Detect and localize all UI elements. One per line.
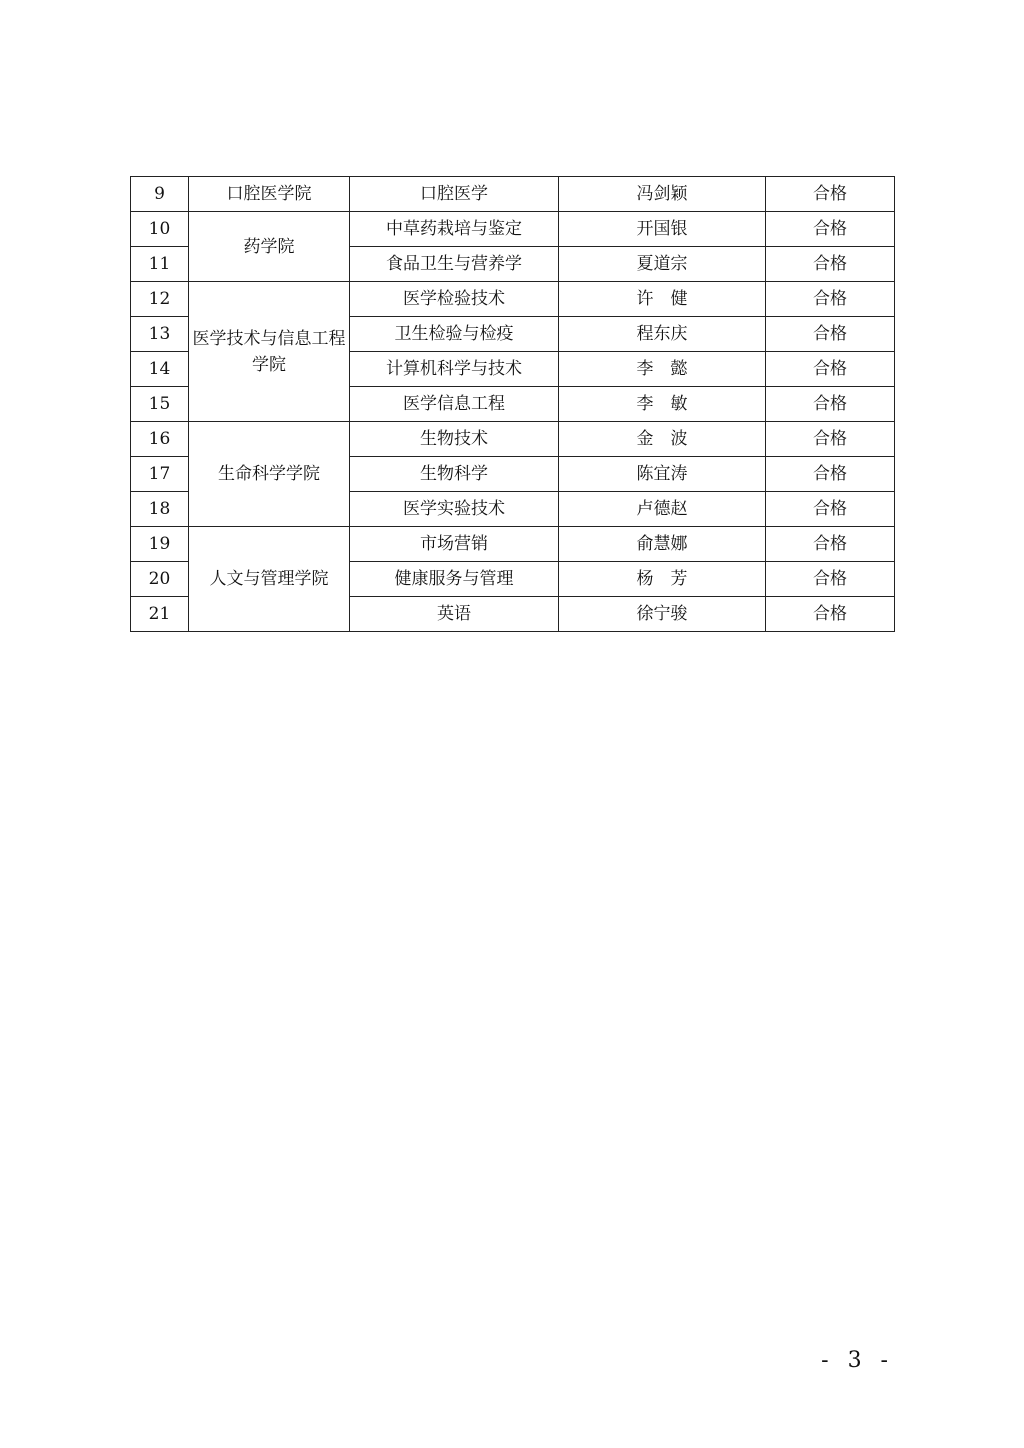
page-number: - 3 - <box>821 1348 894 1373</box>
result-cell: 合格 <box>766 387 895 422</box>
name-cell: 李 懿 <box>559 352 766 387</box>
name-cell: 俞慧娜 <box>559 527 766 562</box>
major-cell: 英语 <box>350 597 559 632</box>
name-cell: 许 健 <box>559 282 766 317</box>
result-cell: 合格 <box>766 422 895 457</box>
table-row <box>131 177 895 212</box>
table-row <box>131 212 895 247</box>
major-cell: 市场营销 <box>350 527 559 562</box>
result-cell: 合格 <box>766 352 895 387</box>
college-cell: 生命科学学院 <box>189 422 350 527</box>
major-cell: 医学信息工程 <box>350 387 559 422</box>
row-number-cell: 14 <box>131 352 189 387</box>
result-cell: 合格 <box>766 212 895 247</box>
name-cell: 冯剑颖 <box>559 177 766 212</box>
row-number-cell: 17 <box>131 457 189 492</box>
row-number-cell: 21 <box>131 597 189 632</box>
major-cell: 健康服务与管理 <box>350 562 559 597</box>
result-cell: 合格 <box>766 527 895 562</box>
result-cell: 合格 <box>766 597 895 632</box>
table-row <box>131 527 895 562</box>
row-number-cell: 13 <box>131 317 189 352</box>
major-cell: 生物科学 <box>350 457 559 492</box>
results-table <box>130 176 895 632</box>
row-number-cell: 12 <box>131 282 189 317</box>
major-cell: 卫生检验与检疫 <box>350 317 559 352</box>
name-cell: 金 波 <box>559 422 766 457</box>
major-cell: 中草药栽培与鉴定 <box>350 212 559 247</box>
name-cell: 李 敏 <box>559 387 766 422</box>
name-cell: 夏道宗 <box>559 247 766 282</box>
results-table-body <box>131 177 895 632</box>
row-number-cell: 11 <box>131 247 189 282</box>
result-cell: 合格 <box>766 177 895 212</box>
result-cell: 合格 <box>766 457 895 492</box>
major-cell: 医学检验技术 <box>350 282 559 317</box>
major-cell: 生物技术 <box>350 422 559 457</box>
result-cell: 合格 <box>766 492 895 527</box>
name-cell: 陈宜涛 <box>559 457 766 492</box>
name-cell: 程东庆 <box>559 317 766 352</box>
row-number-cell: 18 <box>131 492 189 527</box>
college-cell: 药学院 <box>189 212 350 282</box>
college-cell: 医学技术与信息工程学院 <box>189 282 350 422</box>
table-row <box>131 422 895 457</box>
row-number-cell: 15 <box>131 387 189 422</box>
row-number-cell: 9 <box>131 177 189 212</box>
result-cell: 合格 <box>766 562 895 597</box>
college-cell: 口腔医学院 <box>189 177 350 212</box>
major-cell: 计算机科学与技术 <box>350 352 559 387</box>
result-cell: 合格 <box>766 317 895 352</box>
name-cell: 开国银 <box>559 212 766 247</box>
name-cell: 杨 芳 <box>559 562 766 597</box>
college-cell: 人文与管理学院 <box>189 527 350 632</box>
result-cell: 合格 <box>766 282 895 317</box>
row-number-cell: 19 <box>131 527 189 562</box>
row-number-cell: 16 <box>131 422 189 457</box>
row-number-cell: 20 <box>131 562 189 597</box>
major-cell: 医学实验技术 <box>350 492 559 527</box>
table-row <box>131 282 895 317</box>
major-cell: 食品卫生与营养学 <box>350 247 559 282</box>
result-cell: 合格 <box>766 247 895 282</box>
major-cell: 口腔医学 <box>350 177 559 212</box>
name-cell: 徐宁骏 <box>559 597 766 632</box>
name-cell: 卢德赵 <box>559 492 766 527</box>
row-number-cell: 10 <box>131 212 189 247</box>
